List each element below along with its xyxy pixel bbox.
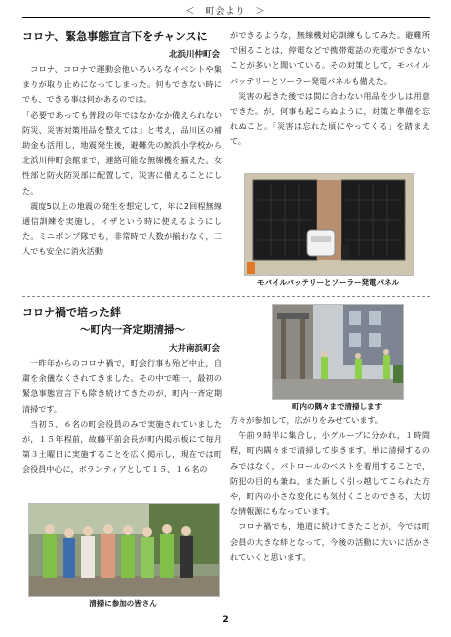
header-rule (22, 17, 430, 18)
volunteers-photo (28, 503, 220, 597)
article1-left-paragraph: 「必要であっても普段の年ではなかなか備えられない防災、災害対策用品を整えては」と考え，品川区の補助金も活用し，地震発生後，避難先の鮫浜小学校から北浜川仲町会館まで，連絡可能な無線機を揃えた。女性部と防火防災部に配置して，災害に備えることにした。 (22, 109, 222, 196)
article2-title: コロナ禍で培った絆 (22, 306, 121, 319)
article2-right-paragraph: 午前９時半に集合し，小グループに分かれ，１時間程，町内隅々まで清掃して歩きます。単に清掃するのみではなく，パトロールのベストを着用することで，防犯の目的も兼ね，また新しく引っ越してこられた方や，町内の小さな変化にも気付くことのできる，大切な情報源にもなっています。 (230, 430, 430, 517)
article1-left-column (22, 62, 222, 260)
street-cleaning-photo (272, 304, 404, 400)
article1-right-paragraph: ができるような，無線機対応訓練もしてみた。避難所で困ることは，停電などで携帯電話の充電ができないことが多いと聞いている。その対策として，モバイルバッテリーとソーラー発電パネルも備えた。 (230, 30, 430, 86)
article2-author: 大井南浜町会 (168, 344, 220, 354)
page-header: ＜ 町会より ＞ (185, 7, 266, 17)
street-cleaning-illustration (273, 305, 403, 399)
volunteers-caption: 清掃に参加の皆さん (89, 599, 157, 608)
article2-right-paragraph: 方々が参加して，広がりをみせています。 (230, 415, 383, 425)
article1-left-paragraph: 震度5以上の地震の発生を想定して，年に2回程無線通信訓練を実施し，イザという時に使えるようにした。ミニポンプ隊でも，非常時で人数が揃わなく，二人でも安全に消火活動 (22, 200, 222, 257)
article2-left-paragraph: 当初５、６名の町会役員のみで実施されていましたが，１５年程前，故藤平前会長が町内掲示板にて毎月第３土曜日に実施することを広く掲示し，現在では町会役員中心に，ボランティアとして１５、１６名の (22, 418, 222, 475)
article2-left-paragraph: 一昨年からのコロナ禍で，町会行事も殆ど中止，自粛を余儀なくされてきました。その中で唯一，最初の緊急事態宣言下も除き続けてきたのが，町内一斉定期清掃です。 (22, 358, 222, 414)
article2-right-paragraph: コロナ禍でも，地道に続けてきたことが，今では町会員の大きな絆となって，今後の活動に大いに活かされていくと思います。 (230, 521, 430, 562)
article1-title: コロナ、緊急事態宣言下をチャンスに (22, 30, 208, 43)
solar-panel-illustration (245, 174, 413, 275)
volunteers-illustration (29, 504, 219, 596)
page-number: 2 (222, 615, 229, 625)
article2-right-column (230, 413, 430, 565)
solar-panel-caption: モバイルバッテリーとソーラー発電パネル (257, 278, 399, 287)
article1-left-paragraph: コロナ、コロナで運動会他いろいろなイベントや集まりが取り止めになってしまった。何もできない時にでも、できる事は何かあるのでは。 (22, 64, 222, 105)
section-divider (22, 296, 430, 297)
article1-right-column (230, 28, 430, 150)
article2-left-column (22, 356, 222, 478)
article1-author: 北浜川仲町会 (168, 50, 220, 60)
street-cleaning-caption: 町内の隅々まで清掃します (292, 402, 382, 411)
article1-right-paragraph: 災害の起きた後では間に合わない用品を少しは用意できた。が，何事も起こらぬように，対策と準備を忘れぬこと。「災害は忘れた頃にやってくる」を踏まえて。 (230, 90, 430, 147)
solar-panel-photo (244, 173, 414, 276)
article2-subtitle: ～町内一斉定期清掃～ (80, 324, 185, 336)
